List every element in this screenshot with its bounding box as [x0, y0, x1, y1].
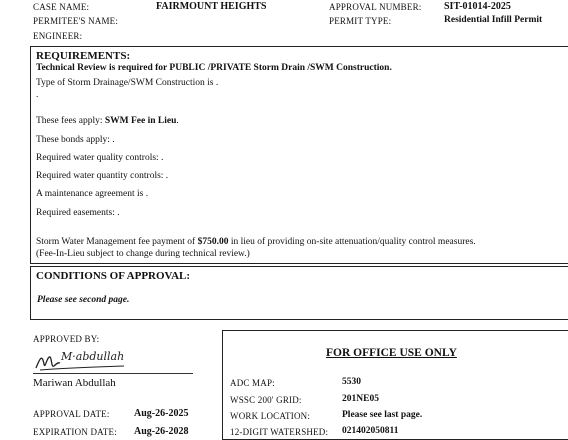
- swm-fee-amount: $750.00: [197, 237, 229, 247]
- swm-fee-suffix: in lieu of providing on-site attenuation/quality control measures.: [228, 237, 476, 247]
- fees-suffix: .: [176, 116, 179, 126]
- approval-number-value: SIT-01014-2025: [444, 1, 511, 12]
- approval-number-label: APPROVAL NUMBER:: [329, 2, 422, 12]
- swm-type-text: Type of Storm Drainage/SWM Construction is .: [36, 78, 219, 88]
- watershed-label: 12-DIGIT WATERSHED:: [230, 427, 329, 437]
- easements-text: Required easements: .: [36, 208, 120, 218]
- office-use-heading: FOR OFFICE USE ONLY: [326, 347, 457, 359]
- fees-prefix: These fees apply:: [36, 116, 105, 126]
- wssc-grid-value: 201NE05: [342, 394, 379, 404]
- case-name-label: CASE NAME:: [33, 2, 90, 12]
- expiration-date-label: EXPIRATION DATE:: [33, 427, 117, 437]
- signature-line: [33, 373, 193, 374]
- permittee-label: PERMITEE'S NAME:: [33, 16, 119, 26]
- wssc-grid-label: WSSC 200' GRID:: [230, 395, 302, 405]
- conditions-text: Please see second page.: [37, 295, 130, 305]
- adc-map-label: ADC MAP:: [230, 378, 275, 388]
- approved-by-label: APPROVED BY:: [33, 334, 100, 344]
- fees-value: SWM Fee in Lieu: [104, 116, 177, 126]
- watershed-value: 021402050811: [342, 426, 399, 436]
- permit-type-value: Residential Infill Permit: [444, 15, 543, 25]
- case-name-value: FAIRMOUNT HEIGHTS: [156, 1, 267, 12]
- work-location-label: WORK LOCATION:: [230, 411, 311, 421]
- swm-type-detail: .: [36, 90, 39, 100]
- approver-name: Mariwan Abdullah: [33, 377, 116, 389]
- water-quality-text: Required water quality controls: .: [36, 153, 164, 163]
- requirements-heading: REQUIREMENTS:: [36, 50, 131, 62]
- fee-note-text: (Fee-In-Lieu subject to change during technical review.): [36, 249, 250, 259]
- expiration-date-value: Aug-26-2028: [134, 426, 189, 437]
- signature-text: M·abdullah: [61, 350, 125, 363]
- swm-fee-prefix: Storm Water Management fee payment of: [36, 237, 198, 247]
- bonds-text: These bonds apply: .: [36, 135, 115, 145]
- engineer-label: ENGINEER:: [33, 31, 83, 41]
- work-location-value: Please see last page.: [342, 410, 423, 420]
- fees-text: [36, 116, 179, 126]
- swm-fee-text: [36, 237, 476, 247]
- permit-type-label: PERMIT TYPE:: [329, 16, 392, 26]
- conditions-heading: CONDITIONS OF APPROVAL:: [36, 270, 191, 282]
- approval-date-value: Aug-26-2025: [134, 408, 189, 419]
- water-quantity-text: Required water quantity controls: .: [36, 171, 169, 181]
- signature: [34, 348, 164, 379]
- maintenance-text: A maintenance agreement is .: [36, 189, 149, 199]
- approval-date-label: APPROVAL DATE:: [33, 409, 110, 419]
- adc-map-value: 5530: [342, 377, 361, 387]
- tech-review-text: Technical Review is required for PUBLIC /PRIVATE Storm Drain /SWM Construction.: [36, 63, 392, 73]
